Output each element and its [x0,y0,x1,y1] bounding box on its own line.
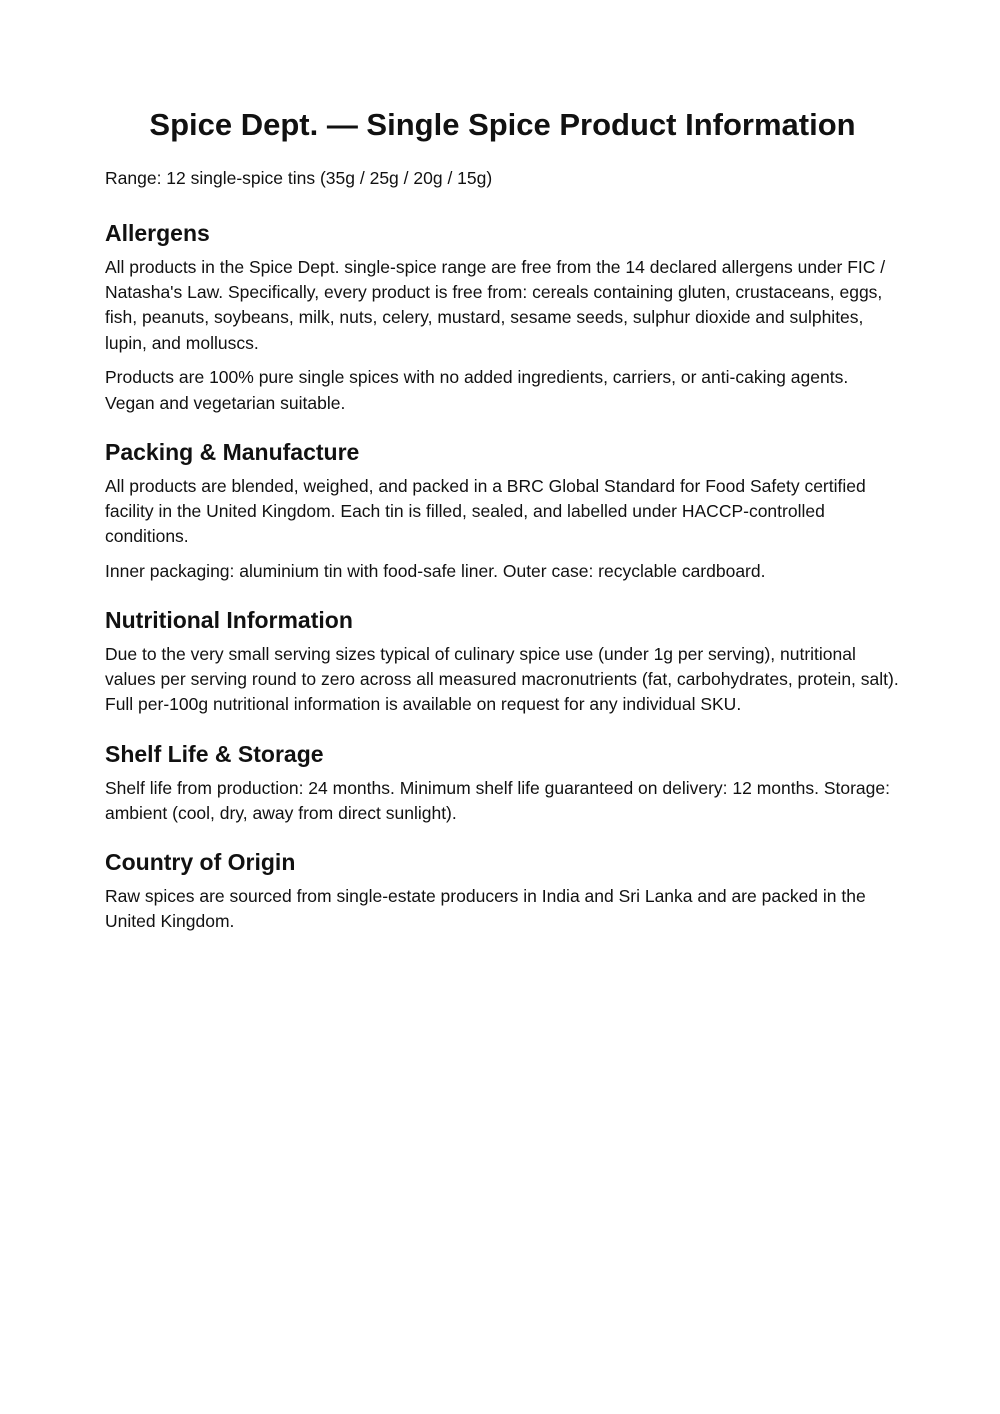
section-heading-nutrition: Nutritional Information [105,607,353,634]
packing-paragraph-1: All products are blended, weighed, and packed in a BRC Global Standard for Food Safety certified facility in the United Kingdom. Each tin is filled, sealed, and labelled under HACCP-controlled conditions. [105,475,866,547]
document-title: Spice Dept. — Single Spice Product Information [149,107,856,142]
section-heading-allergens: Allergens [105,220,210,246]
section-shelf-life [105,739,900,826]
section-allergens [105,218,900,416]
section-country-of-origin [105,847,900,934]
section-heading-country-of-origin: Country of Origin [105,849,296,876]
allergens-paragraph-1: All products in the Spice Dept. single-spice range are free from the 14 declared allergens under FIC / Natasha's Law. Specifically, every product is free from: cereals containing gluten, crustaceans, eggs, fish, peanuts, soybeans, milk, nuts, celery, mustard, sesame seeds, sulphur dioxide and sulphites, lupin, and molluscs. [105,257,886,353]
packing-paragraph-2: Inner packaging: aluminium tin with food-safe liner. Outer case: recyclable cardboard. [105,560,766,581]
document-page [105,105,900,934]
section-heading-shelf-life: Shelf Life & Storage [105,740,324,767]
section-nutrition [105,605,900,718]
shelf-life-paragraph-1: Shelf life from production: 24 months. Minimum shelf life guaranteed on delivery: 12 months. Storage: ambient (cool, dry, away from direct sunlight). [105,777,890,823]
section-packing [105,437,900,584]
origin-paragraph-1: Raw spices are sourced from single-estate producers in India and Sri Lanka and are packed in the United Kingdom. [105,886,866,932]
product-range: Range: 12 single-spice tins (35g / 25g / 20g / 15g) [105,168,493,188]
allergens-paragraph-2: Products are 100% pure single spices with no added ingredients, carriers, or anti-caking agents. Vegan and vegetarian suitable. [105,367,849,413]
nutrition-paragraph-1: Due to the very small serving sizes typical of culinary spice use (under 1g per serving), nutritional values per serving round to zero across all measured macronutrients (fat, carbohydrates, protein, salt). Full per-100g nutritional information is available on request for any individual SKU. [105,644,899,715]
section-heading-packing: Packing & Manufacture [105,438,360,465]
